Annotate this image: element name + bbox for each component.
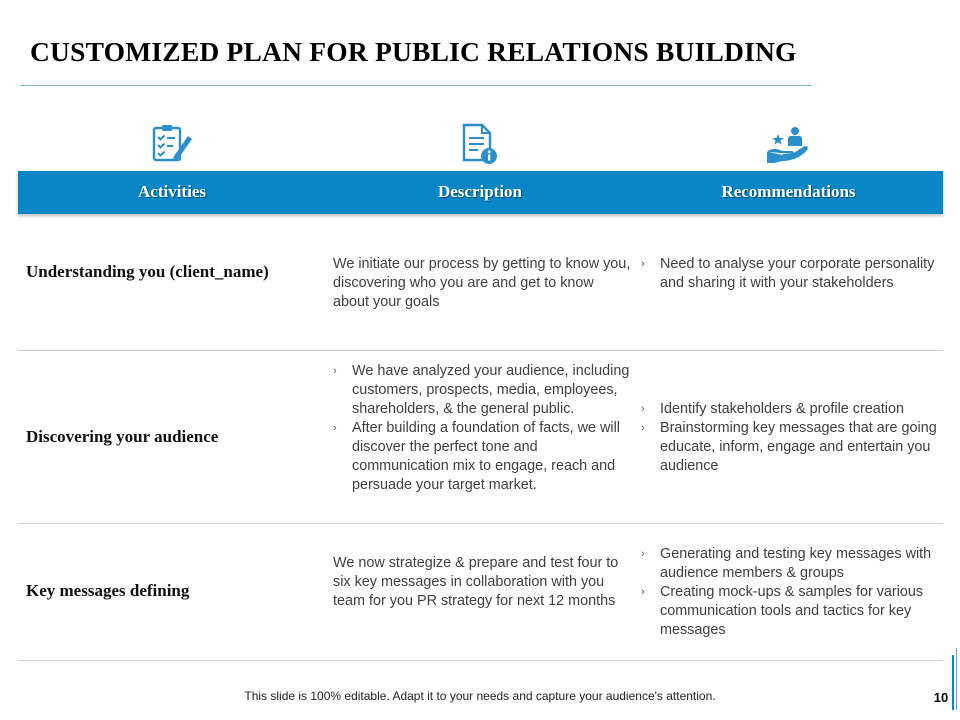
footer-note: This slide is 100% editable. Adapt it to your needs and capture your audience's attention. [244, 689, 716, 703]
checklist-pen-icon [150, 122, 194, 166]
recommendations-list [641, 545, 939, 640]
header-recommendations: Recommendations [721, 182, 856, 201]
activity-label: Understanding you (client_name) [26, 262, 269, 281]
header-description: Description [437, 182, 523, 201]
title-divider [20, 85, 812, 86]
description-item: › After building a foundation of facts, we will discover the perfect tone and communication mix to engage, reach and persuade your target market. [333, 420, 620, 493]
table-row [18, 214, 943, 350]
page-number: 10 [930, 686, 952, 710]
recommendation-item: › Brainstorming key messages that are going educate, inform, engage and entertain you audience [641, 420, 937, 474]
header-activities: Activities [138, 182, 206, 201]
decorative-line [952, 655, 954, 710]
description-text: We now strategize & prepare and test four to six key messages in collaboration with you team for you PR strategy for next 12 months [333, 555, 619, 609]
page-title: CUSTOMIZED PLAN FOR PUBLIC RELATIONS BUILDING [30, 36, 797, 67]
table-header [18, 171, 943, 214]
row-divider [18, 660, 943, 661]
activity-label: Key messages defining [26, 581, 190, 600]
description-item: › We have analyzed your audience, including customers, prospects, media, employees, shareholders, & the general public. [333, 363, 630, 417]
activity-label: Discovering your audience [26, 427, 219, 446]
recommendation-item: › Generating and testing key messages with audience members & groups [641, 546, 932, 581]
description-list [333, 362, 631, 495]
document-info-icon [458, 122, 502, 166]
decorative-line [956, 648, 957, 710]
recommendations-list [641, 255, 939, 293]
description-text: We initiate our process by getting to know you, discovering who you are and get to know about your goals [333, 256, 631, 310]
recommendation-item: › Need to analyse your corporate personality and sharing it with your stakeholders [641, 256, 935, 291]
recommendation-item: › Creating mock-ups & samples for various communication tools and tactics for key messages [641, 584, 924, 638]
hand-people-star-icon [766, 122, 810, 166]
table-row [18, 351, 943, 523]
recommendations-list [641, 400, 939, 476]
table-row [18, 524, 943, 660]
recommendation-item: › Identify stakeholders & profile creation [641, 401, 904, 417]
